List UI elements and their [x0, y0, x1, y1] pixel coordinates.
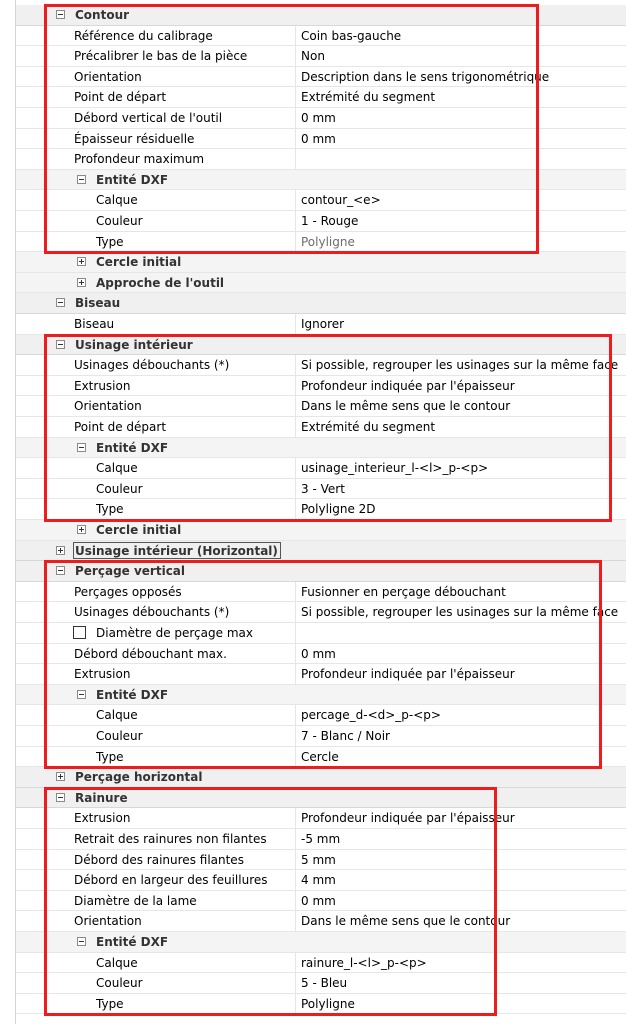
property-row-diametre-de-la-lame[interactable]: [16, 891, 626, 912]
collapse-icon[interactable]: [77, 175, 86, 184]
property-value[interactable]: Si possible, regrouper les usinages sur la même face: [295, 355, 626, 375]
property-row-debord-vertical-de-l-outil[interactable]: [16, 108, 626, 129]
property-row-diametre-de-percage-max[interactable]: [16, 623, 626, 644]
property-value[interactable]: Si possible, regrouper les usinages sur la même face: [295, 602, 626, 622]
property-name: Cercle initial: [96, 523, 182, 537]
property-name: Biseau: [74, 317, 115, 331]
property-name: Perçage horizontal: [75, 770, 203, 785]
property-value[interactable]: 1 - Rouge: [295, 211, 626, 231]
property-name: Perçages opposés: [74, 584, 182, 599]
property-name: Type: [96, 749, 124, 764]
property-value[interactable]: 0 mm: [295, 891, 626, 911]
property-name: Contour: [75, 8, 130, 22]
property-name: Retrait des rainures non filantes: [74, 832, 267, 846]
subcategory-approche-de-l-outil[interactable]: [16, 273, 626, 294]
property-value[interactable]: Description dans le sens trigonométrique: [295, 67, 626, 87]
checkbox[interactable]: [73, 626, 86, 639]
property-value[interactable]: 5 - Bleu: [295, 973, 626, 993]
property-name: Débord vertical de l'outil: [74, 111, 223, 125]
expand-icon[interactable]: [77, 257, 86, 266]
property-name: Rainure: [75, 790, 128, 805]
property-value[interactable]: Dans le même sens que le contour: [295, 911, 626, 931]
property-name: Référence du calibrage: [74, 28, 213, 43]
property-row-calque[interactable]: [16, 953, 626, 974]
property-name: Orientation: [74, 914, 142, 929]
property-row-extrusion[interactable]: [16, 376, 626, 397]
property-name: Biseau: [75, 296, 121, 311]
property-name: Entité DXF: [96, 935, 169, 949]
property-value[interactable]: Non: [295, 46, 626, 66]
property-name: Couleur: [96, 976, 143, 991]
property-row-couleur[interactable]: [16, 479, 626, 500]
collapse-icon[interactable]: [56, 566, 65, 575]
property-name: Profondeur maximum: [74, 152, 205, 167]
category-rainure[interactable]: [16, 788, 626, 809]
property-value[interactable]: Dans le même sens que le contour: [295, 396, 626, 416]
property-name: Usinage intérieur (Horizontal): [75, 543, 278, 558]
subcategory-cercle-initial[interactable]: [16, 520, 626, 541]
subcategory-entite-dxf[interactable]: [16, 685, 626, 706]
expand-icon[interactable]: [77, 278, 86, 287]
property-name: Couleur: [96, 729, 143, 743]
property-value[interactable]: 4 mm: [295, 870, 626, 890]
category-percage-horizontal[interactable]: [16, 767, 626, 788]
property-row-couleur[interactable]: [16, 726, 626, 747]
property-name: Point de départ: [74, 420, 167, 434]
property-row-type[interactable]: [16, 499, 626, 520]
property-value[interactable]: 0 mm: [295, 129, 626, 149]
property-name: Usinages débouchants (*): [74, 605, 230, 620]
collapse-icon[interactable]: [56, 793, 65, 802]
property-row-orientation[interactable]: [16, 67, 626, 88]
property-name: Orientation: [74, 399, 142, 414]
property-row-point-de-depart[interactable]: [16, 417, 626, 438]
subcategory-cercle-initial[interactable]: [16, 252, 626, 273]
property-value[interactable]: 5 mm: [295, 850, 626, 870]
property-name: Diamètre de la lame: [74, 893, 197, 908]
property-value[interactable]: 0 mm: [295, 644, 626, 664]
property-value[interactable]: Profondeur indiquée par l'épaisseur: [295, 808, 626, 828]
property-value[interactable]: Profondeur indiquée par l'épaisseur: [295, 664, 626, 684]
property-value[interactable]: -5 mm: [295, 829, 626, 849]
category-usinage-interieur-horizontal[interactable]: [16, 541, 626, 562]
property-value[interactable]: Extrémité du segment: [295, 417, 626, 437]
property-name: Couleur: [96, 214, 143, 228]
property-value[interactable]: Polyligne 2D: [295, 499, 626, 519]
property-name: Calque: [96, 955, 138, 970]
property-row-epaisseur-residuelle[interactable]: [16, 129, 626, 150]
property-row-extrusion[interactable]: [16, 808, 626, 829]
property-name: Calque: [96, 193, 138, 208]
subcategory-entite-dxf[interactable]: [16, 170, 626, 191]
collapse-icon[interactable]: [77, 443, 86, 452]
property-name: Calque: [96, 708, 138, 723]
property-row-usinages-debouchants[interactable]: [16, 602, 626, 623]
property-row-retrait-des-rainures-non-filantes[interactable]: [16, 829, 626, 850]
property-name: Couleur: [96, 481, 143, 496]
property-name: Entité DXF: [96, 687, 169, 702]
property-name: Épaisseur résiduelle: [74, 131, 195, 146]
property-row-couleur[interactable]: [16, 211, 626, 232]
property-value[interactable]: Polyligne: [295, 232, 626, 252]
property-row-type[interactable]: [16, 747, 626, 768]
category-biseau[interactable]: [16, 293, 626, 314]
property-row-debord-debouchant-max[interactable]: [16, 644, 626, 665]
property-name: Point de départ: [74, 90, 167, 105]
property-name: Approche de l'outil: [96, 275, 225, 290]
property-value[interactable]: usinage_interieur_l-<l>_p-<p>: [295, 458, 626, 478]
property-name: Extrusion: [74, 811, 131, 826]
property-row-point-de-depart[interactable]: [16, 87, 626, 108]
category-contour[interactable]: [16, 5, 626, 26]
subcategory-entite-dxf[interactable]: [16, 932, 626, 953]
property-value[interactable]: Extrémité du segment: [295, 87, 626, 107]
expand-icon[interactable]: [56, 546, 65, 555]
property-row-couleur[interactable]: [16, 973, 626, 994]
property-name: Précalibrer le bas de la pièce: [74, 49, 248, 64]
property-row-precalibrer-le-bas-de-la-piece[interactable]: [16, 46, 626, 67]
property-name: Usinages débouchants (*): [74, 358, 230, 373]
property-name: Débord en largeur des feuillures: [74, 873, 268, 888]
property-name: Entité DXF: [96, 172, 169, 187]
property-value[interactable]: Ignorer: [295, 314, 626, 334]
property-row-orientation[interactable]: [16, 911, 626, 932]
property-name: Extrusion: [74, 667, 131, 682]
property-name: Perçage vertical: [75, 564, 186, 579]
property-value[interactable]: contour_<e>: [295, 190, 626, 210]
property-value[interactable]: Cercle: [295, 747, 626, 767]
property-row-type[interactable]: [16, 232, 626, 253]
property-value[interactable]: 7 - Blanc / Noir: [295, 726, 626, 746]
property-row-orientation[interactable]: [16, 396, 626, 417]
property-row-extrusion[interactable]: [16, 664, 626, 685]
property-name: Usinage intérieur: [75, 337, 193, 352]
expand-icon[interactable]: [77, 525, 86, 534]
property-row-profondeur-maximum[interactable]: [16, 149, 626, 170]
property-row-type[interactable]: [16, 994, 626, 1015]
property-value[interactable]: rainure_l-<l>_p-<p>: [295, 953, 626, 973]
property-value[interactable]: [295, 149, 626, 169]
property-value[interactable]: percage_d-<d>_p-<p>: [295, 705, 626, 725]
property-row-biseau[interactable]: [16, 314, 626, 335]
category-percage-vertical[interactable]: [16, 561, 626, 582]
property-name: Type: [96, 996, 124, 1011]
property-value[interactable]: [295, 623, 626, 643]
collapse-icon[interactable]: [56, 10, 65, 19]
property-value[interactable]: Polyligne: [295, 994, 626, 1014]
property-name: Entité DXF: [96, 440, 169, 455]
property-row-debord-en-largeur-des-feuillures[interactable]: [16, 870, 626, 891]
category-usinage-interieur[interactable]: [16, 335, 626, 356]
selection-outline: [73, 542, 281, 560]
collapse-icon[interactable]: [77, 937, 86, 946]
property-value[interactable]: 0 mm: [295, 108, 626, 128]
property-name: Orientation: [74, 69, 142, 84]
property-name: Débord des rainures filantes: [74, 852, 244, 867]
property-name: Type: [96, 502, 124, 517]
expand-icon[interactable]: [56, 772, 65, 781]
property-row-calque[interactable]: [16, 190, 626, 211]
property-name: Calque: [96, 461, 138, 476]
property-name: Diamètre de perçage max: [96, 626, 253, 640]
property-row-calque[interactable]: [16, 458, 626, 479]
property-row-usinages-debouchants[interactable]: [16, 355, 626, 376]
collapse-icon[interactable]: [56, 340, 65, 349]
property-name: Cercle initial: [96, 255, 182, 270]
collapse-icon[interactable]: [77, 690, 86, 699]
property-row-calque[interactable]: [16, 705, 626, 726]
property-value[interactable]: Coin bas-gauche: [295, 26, 626, 46]
property-row-debord-des-rainures-filantes[interactable]: [16, 850, 626, 871]
collapse-icon[interactable]: [56, 298, 65, 307]
property-row-percages-opposes[interactable]: [16, 582, 626, 603]
subcategory-entite-dxf[interactable]: [16, 438, 626, 459]
property-row-reference-du-calibrage[interactable]: [16, 26, 626, 47]
property-value[interactable]: Profondeur indiquée par l'épaisseur: [295, 376, 626, 396]
property-name: Type: [96, 234, 124, 249]
property-value[interactable]: Fusionner en perçage débouchant: [295, 582, 626, 602]
property-name: Extrusion: [74, 378, 131, 393]
property-name: Débord débouchant max.: [74, 646, 227, 661]
property-value[interactable]: 3 - Vert: [295, 479, 626, 499]
